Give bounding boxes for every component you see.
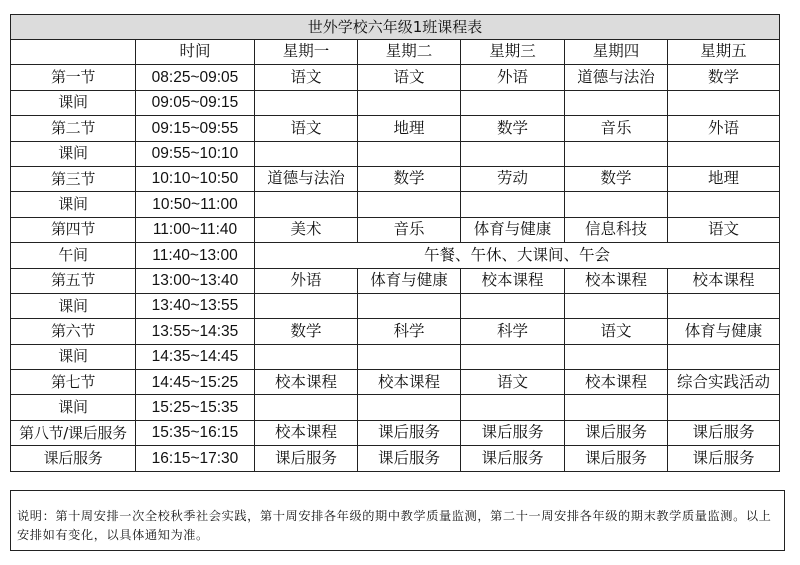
header-cell-monday: 星期一 xyxy=(255,40,358,65)
subject-cell: 地理 xyxy=(668,166,780,191)
schedule-row xyxy=(11,446,780,471)
subject-cell xyxy=(358,90,461,115)
period-name-cell: 课间 xyxy=(11,141,136,166)
subject-cell: 道德与法治 xyxy=(565,65,668,90)
subject-cell xyxy=(668,395,780,420)
subject-cell: 体育与健康 xyxy=(668,319,780,344)
subject-cell: 数学 xyxy=(255,319,358,344)
subject-cell: 外语 xyxy=(668,116,780,141)
subject-cell xyxy=(461,344,565,369)
schedule-row xyxy=(11,217,780,242)
period-name-cell: 课间 xyxy=(11,395,136,420)
time-cell: 09:15~09:55 xyxy=(136,116,255,141)
subject-cell: 校本课程 xyxy=(255,420,358,445)
period-name-cell: 第一节 xyxy=(11,65,136,90)
subject-cell xyxy=(358,192,461,217)
subject-cell: 美术 xyxy=(255,217,358,242)
subject-cell xyxy=(255,293,358,318)
time-cell: 13:55~14:35 xyxy=(136,319,255,344)
schedule-row xyxy=(11,344,780,369)
subject-cell: 课后服务 xyxy=(668,420,780,445)
schedule-row xyxy=(11,395,780,420)
title-row xyxy=(11,15,780,40)
time-cell: 09:55~10:10 xyxy=(136,141,255,166)
time-cell: 09:05~09:15 xyxy=(136,90,255,115)
subject-cell: 语文 xyxy=(565,319,668,344)
time-cell: 16:15~17:30 xyxy=(136,446,255,471)
time-cell: 08:25~09:05 xyxy=(136,65,255,90)
subject-cell xyxy=(255,192,358,217)
schedule-row xyxy=(11,293,780,318)
subject-cell: 综合实践活动 xyxy=(668,370,780,395)
subject-cell: 校本课程 xyxy=(668,268,780,293)
subject-cell xyxy=(255,141,358,166)
subject-cell: 课后服务 xyxy=(461,420,565,445)
subject-cell xyxy=(668,344,780,369)
subject-cell: 科学 xyxy=(461,319,565,344)
subject-cell xyxy=(255,344,358,369)
time-cell: 13:00~13:40 xyxy=(136,268,255,293)
header-cell-tuesday: 星期二 xyxy=(358,40,461,65)
subject-cell: 校本课程 xyxy=(565,370,668,395)
header-cell-time: 时间 xyxy=(136,40,255,65)
subject-cell: 数学 xyxy=(565,166,668,191)
subject-cell: 校本课程 xyxy=(255,370,358,395)
subject-cell xyxy=(461,141,565,166)
subject-cell: 校本课程 xyxy=(358,370,461,395)
subject-cell xyxy=(565,395,668,420)
subject-cell xyxy=(668,90,780,115)
subject-cell: 音乐 xyxy=(565,116,668,141)
time-cell: 10:50~11:00 xyxy=(136,192,255,217)
subject-cell: 信息科技 xyxy=(565,217,668,242)
subject-cell: 语文 xyxy=(668,217,780,242)
schedule-row xyxy=(11,141,780,166)
time-cell: 13:40~13:55 xyxy=(136,293,255,318)
note-box xyxy=(10,490,785,551)
period-name-cell: 课后服务 xyxy=(11,446,136,471)
subject-cell: 数学 xyxy=(668,65,780,90)
subject-cell: 体育与健康 xyxy=(358,268,461,293)
period-name-cell: 第五节 xyxy=(11,268,136,293)
subject-cell: 校本课程 xyxy=(461,268,565,293)
subject-cell: 数学 xyxy=(358,166,461,191)
subject-cell xyxy=(668,192,780,217)
subject-cell: 道德与法治 xyxy=(255,166,358,191)
subject-cell: 音乐 xyxy=(358,217,461,242)
subject-cell: 外语 xyxy=(461,65,565,90)
header-cell-friday: 星期五 xyxy=(668,40,780,65)
subject-cell xyxy=(565,344,668,369)
subject-cell xyxy=(461,90,565,115)
period-name-cell: 午间 xyxy=(11,243,136,268)
schedule-row xyxy=(11,319,780,344)
subject-cell xyxy=(565,192,668,217)
header-row xyxy=(11,40,780,65)
period-name-cell: 第四节 xyxy=(11,217,136,242)
period-name-cell: 课间 xyxy=(11,293,136,318)
time-cell: 14:45~15:25 xyxy=(136,370,255,395)
time-cell: 10:10~10:50 xyxy=(136,166,255,191)
schedule-table xyxy=(10,14,780,472)
subject-cell: 外语 xyxy=(255,268,358,293)
subject-cell xyxy=(565,90,668,115)
subject-cell: 课后服务 xyxy=(565,420,668,445)
subject-cell: 语文 xyxy=(255,65,358,90)
subject-cell: 劳动 xyxy=(461,166,565,191)
subject-cell: 课后服务 xyxy=(255,446,358,471)
time-cell: 11:40~13:00 xyxy=(136,243,255,268)
subject-cell: 课后服务 xyxy=(358,420,461,445)
subject-cell: 科学 xyxy=(358,319,461,344)
schedule-row xyxy=(11,116,780,141)
subject-cell xyxy=(668,141,780,166)
period-name-cell: 第三节 xyxy=(11,166,136,191)
period-name-cell: 第八节/课后服务 xyxy=(11,420,136,445)
subject-cell: 课后服务 xyxy=(565,446,668,471)
schedule-row xyxy=(11,90,780,115)
period-name-cell: 课间 xyxy=(11,192,136,217)
period-name-cell: 第二节 xyxy=(11,116,136,141)
period-name-cell: 课间 xyxy=(11,90,136,115)
subject-cell: 校本课程 xyxy=(565,268,668,293)
time-cell: 14:35~14:45 xyxy=(136,344,255,369)
schedule-row xyxy=(11,65,780,90)
note-text: 说明：第十周安排一次全校秋季社会实践，第十周安排各年级的期中教学质量监测，第二十一周安排各年级的期末教学质量监测。以上安排如有变化，以具体通知为准。 xyxy=(17,509,772,542)
time-cell: 15:35~16:15 xyxy=(136,420,255,445)
header-cell-thursday: 星期四 xyxy=(565,40,668,65)
schedule-row xyxy=(11,243,780,268)
schedule-row xyxy=(11,420,780,445)
period-name-cell: 第六节 xyxy=(11,319,136,344)
subject-cell: 课后服务 xyxy=(461,446,565,471)
subject-cell xyxy=(255,395,358,420)
subject-cell: 地理 xyxy=(358,116,461,141)
subject-cell xyxy=(565,293,668,318)
subject-cell xyxy=(255,90,358,115)
subject-cell xyxy=(461,192,565,217)
subject-cell: 数学 xyxy=(461,116,565,141)
subject-cell xyxy=(358,293,461,318)
subject-cell xyxy=(461,293,565,318)
time-cell: 15:25~15:35 xyxy=(136,395,255,420)
subject-cell: 体育与健康 xyxy=(461,217,565,242)
header-cell-period xyxy=(11,40,136,65)
table-title: 世外学校六年级1班课程表 xyxy=(11,15,780,40)
subject-cell xyxy=(358,344,461,369)
merged-activity-cell: 午餐、午休、大课间、午会 xyxy=(255,243,780,268)
schedule-row xyxy=(11,370,780,395)
schedule-row xyxy=(11,166,780,191)
header-cell-wednesday: 星期三 xyxy=(461,40,565,65)
subject-cell xyxy=(358,141,461,166)
subject-cell: 课后服务 xyxy=(668,446,780,471)
subject-cell: 语文 xyxy=(358,65,461,90)
subject-cell xyxy=(461,395,565,420)
subject-cell xyxy=(358,395,461,420)
period-name-cell: 第七节 xyxy=(11,370,136,395)
subject-cell: 课后服务 xyxy=(358,446,461,471)
subject-cell: 语文 xyxy=(461,370,565,395)
time-cell: 11:00~11:40 xyxy=(136,217,255,242)
subject-cell xyxy=(668,293,780,318)
period-name-cell: 课间 xyxy=(11,344,136,369)
schedule-row xyxy=(11,192,780,217)
subject-cell xyxy=(565,141,668,166)
schedule-row xyxy=(11,268,780,293)
subject-cell: 语文 xyxy=(255,116,358,141)
